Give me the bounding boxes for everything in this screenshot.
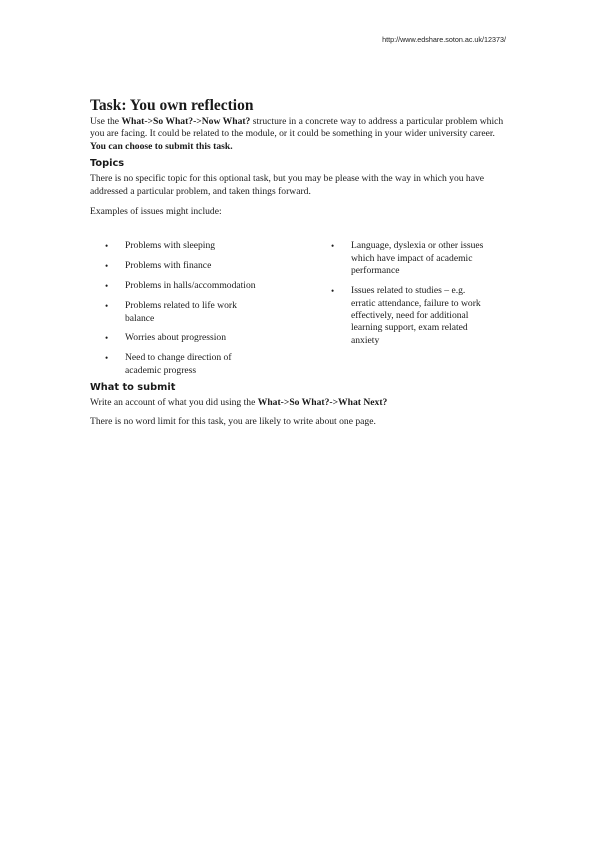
bullet-icon: •	[105, 281, 109, 292]
intro-bold-submit: You can choose to submit this task.	[90, 140, 233, 152]
intro-text-2: structure in a concrete way to address a particular problem which you are facing. It could be related to the module, or it could be something in your wider university career.	[90, 116, 504, 140]
submit-heading: What to submit	[90, 381, 176, 393]
submit-bold-structure: What->So What?->What Next?	[257, 396, 388, 408]
list-item: • Need to change direction of academic progress	[105, 352, 232, 376]
task-title: Task: You own reflection	[90, 97, 254, 114]
intro-bold-structure: What->So What?->Now What?	[121, 116, 251, 127]
task-content	[90, 96, 510, 429]
list-item: • Problems with finance	[105, 260, 212, 272]
list-item: • Worries about progression	[105, 332, 227, 344]
submit-paragraph	[90, 397, 510, 409]
bullet-icon: •	[105, 241, 109, 252]
list-item: • Language, dyslexia or other issues which have impact of academic performance	[331, 240, 484, 277]
bullet-icon: •	[105, 353, 109, 364]
bullet-icon: •	[105, 333, 109, 344]
bullet-icon: •	[331, 241, 335, 252]
intro-paragraph	[90, 116, 510, 153]
topics-paragraph: There is no specific topic for this optional task, but you may be please with the way in which you have addressed a particular problem, and taken things forward.	[90, 173, 485, 197]
topics-heading: Topics	[90, 158, 125, 170]
list-item: • Issues related to studies – e.g. erratic attendance, failure to work effectively, need for additional learning support, exam related anxiety	[331, 285, 481, 346]
list-item: • Problems related to life work balance	[105, 300, 237, 324]
word-limit-paragraph: There is no word limit for this task, you are likely to write about one page.	[90, 416, 376, 428]
submit-section	[90, 381, 510, 429]
issues-list-left	[90, 240, 316, 384]
examples-label: Examples of issues might include:	[90, 206, 222, 218]
list-item: • Problems with sleeping	[105, 240, 216, 252]
list-item: • Problems in halls/accommodation	[105, 280, 256, 292]
issues-list-right	[316, 240, 486, 384]
intro-text-1: Use the	[90, 116, 122, 127]
bullet-icon: •	[331, 286, 335, 297]
bullet-icon: •	[105, 301, 109, 312]
header-url: http://www.edshare.soton.ac.uk/12373/	[382, 35, 506, 44]
submit-text-1: Write an account of what you did using the	[90, 396, 258, 408]
bullet-icon: •	[105, 261, 109, 272]
issues-columns	[90, 240, 510, 384]
